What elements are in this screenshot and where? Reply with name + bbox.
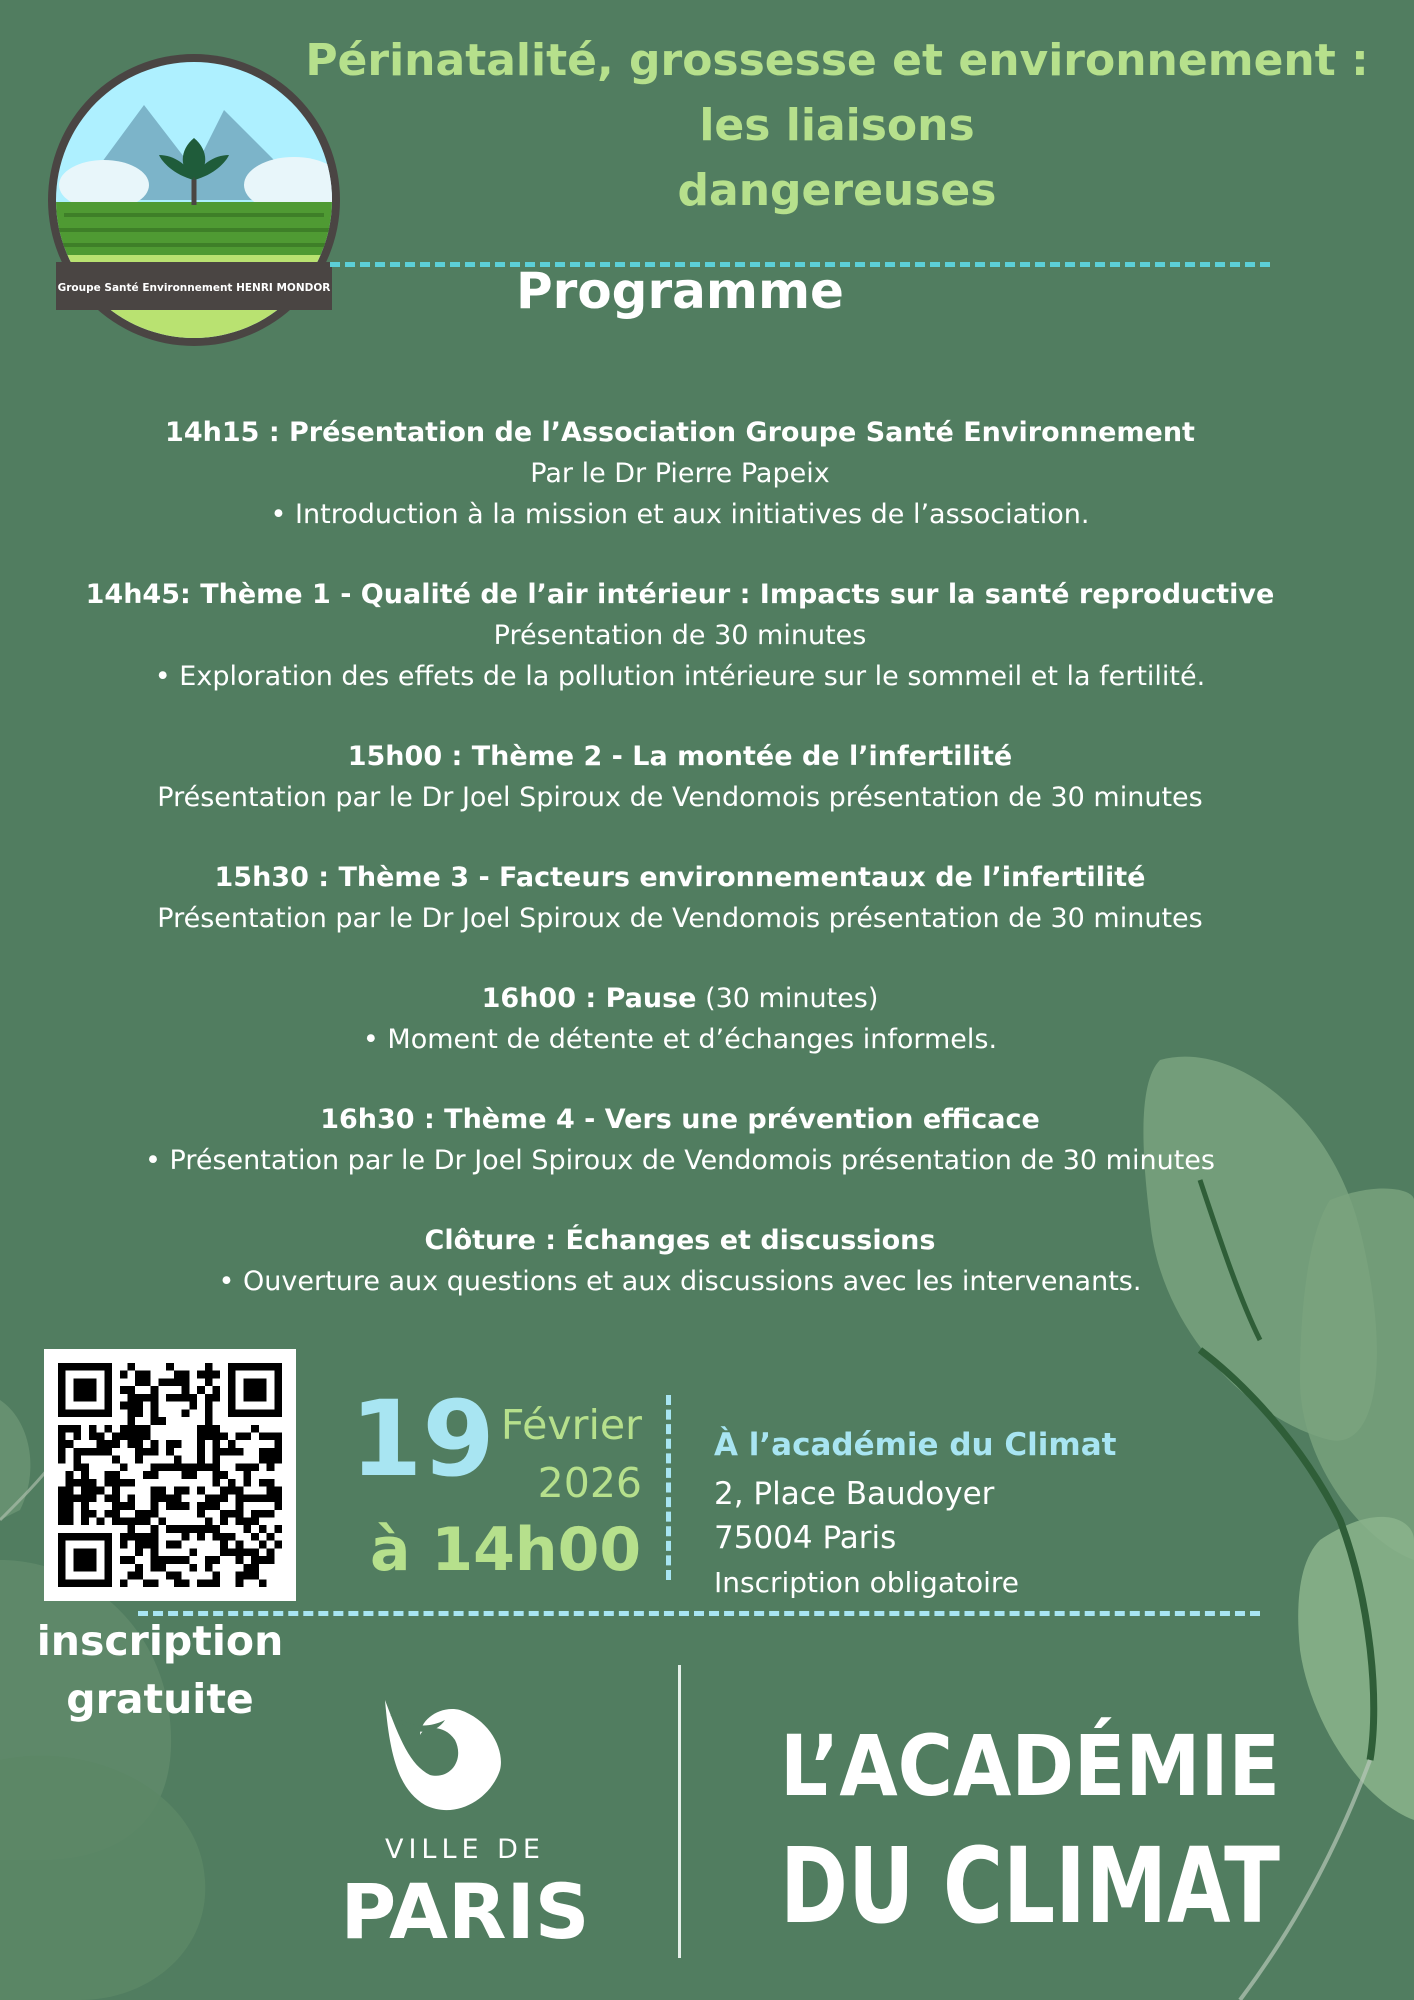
academie-du-climat-logo — [770, 1690, 1290, 1947]
program-item-line: • Exploration des effets de la pollution intérieure sur le sommeil et la fertilité. — [154, 661, 1206, 692]
registration-qr-code[interactable] — [44, 1349, 296, 1601]
event-month: Février — [500, 1401, 642, 1449]
program-item-line: • Ouverture aux questions et aux discussions avec les intervenants. — [218, 1266, 1142, 1297]
program-item-heading: 14h45: Thème 1 - Qualité de l’air intérieur : Impacts sur la santé reproductive — [85, 579, 1275, 610]
event-day: 19 — [350, 1378, 495, 1500]
program-item-line: • Présentation par le Dr Joel Spiroux de Vendomois présentation de 30 minutes — [145, 1145, 1215, 1176]
program-item-heading: 16h30 : Thème 4 - Vers une prévention efficace — [320, 1104, 1040, 1135]
pause-heading: 16h00 : Pause — [481, 983, 697, 1014]
title-line-3: dangereuses — [677, 165, 997, 216]
programme-heading: Programme — [516, 262, 844, 320]
paris-logo-small-text: VILLE DE — [384, 1834, 546, 1865]
program-item-heading — [0, 978, 1360, 1019]
free-registration-label — [10, 1612, 310, 1728]
vertical-dashed-divider — [666, 1395, 671, 1580]
inscription-line-1: inscription — [36, 1617, 284, 1665]
address-line-2: 75004 Paris — [714, 1520, 897, 1556]
program-item-heading: 15h00 : Thème 2 - La montée de l’infertilité — [347, 741, 1013, 772]
program-item — [0, 412, 1360, 535]
svg-text:Groupe Santé Environnement HEN: Groupe Santé Environnement HENRI MONDOR — [57, 282, 331, 294]
program-item — [0, 736, 1360, 818]
program-item-line: Présentation de 30 minutes — [493, 620, 867, 651]
academie-logo-line-1: L’ACADÉMIE — [780, 1717, 1280, 1815]
program-item — [0, 857, 1360, 939]
paris-logo-big-text: PARIS — [340, 1867, 590, 1956]
title-line-2: les liaisons — [699, 100, 975, 151]
program-item-line: Présentation par le Dr Joel Spiroux de Vendomois présentation de 30 minutes — [157, 782, 1203, 813]
program-item — [0, 1099, 1360, 1181]
program-item — [0, 1220, 1360, 1302]
program-item-heading: 15h30 : Thème 3 - Facteurs environnementaux de l’infertilité — [214, 862, 1146, 893]
program-list — [0, 412, 1360, 1341]
ville-de-paris-logo — [330, 1680, 600, 1956]
title-line-1: Périnatalité, grossesse et environnement : — [305, 35, 1369, 86]
program-item — [0, 978, 1360, 1060]
program-item-heading: 14h15 : Présentation de l’Association Groupe Santé Environnement — [165, 417, 1195, 448]
program-item-line: Présentation par le Dr Joel Spiroux de Vendomois présentation de 30 minutes — [157, 903, 1203, 934]
program-item — [0, 574, 1360, 697]
qr-code-icon — [58, 1363, 282, 1587]
inscription-line-2: gratuite — [66, 1675, 254, 1723]
pause-duration: (30 minutes) — [696, 983, 879, 1014]
event-venue: À l’académie du Climat — [714, 1427, 1117, 1463]
program-item-heading: Clôture : Échanges et discussions — [424, 1225, 936, 1256]
program-item-line: • Introduction à la mission et aux initiatives de l’association. — [270, 499, 1090, 530]
registration-required: Inscription obligatoire — [714, 1566, 1019, 1599]
program-item-line: Par le Dr Pierre Papeix — [530, 458, 830, 489]
program-item-line: • Moment de détente et d’échanges informels. — [362, 1024, 998, 1055]
poster-title — [270, 28, 1404, 223]
event-year: 2026 — [537, 1459, 642, 1507]
logo-separator — [678, 1665, 681, 1958]
address-line-1: 2, Place Baudoyer — [714, 1476, 995, 1512]
bottom-dashed-divider — [138, 1611, 1260, 1616]
academie-logo-line-2: DU CLIMAT — [780, 1825, 1281, 1947]
event-time: à 14h00 — [370, 1515, 642, 1585]
